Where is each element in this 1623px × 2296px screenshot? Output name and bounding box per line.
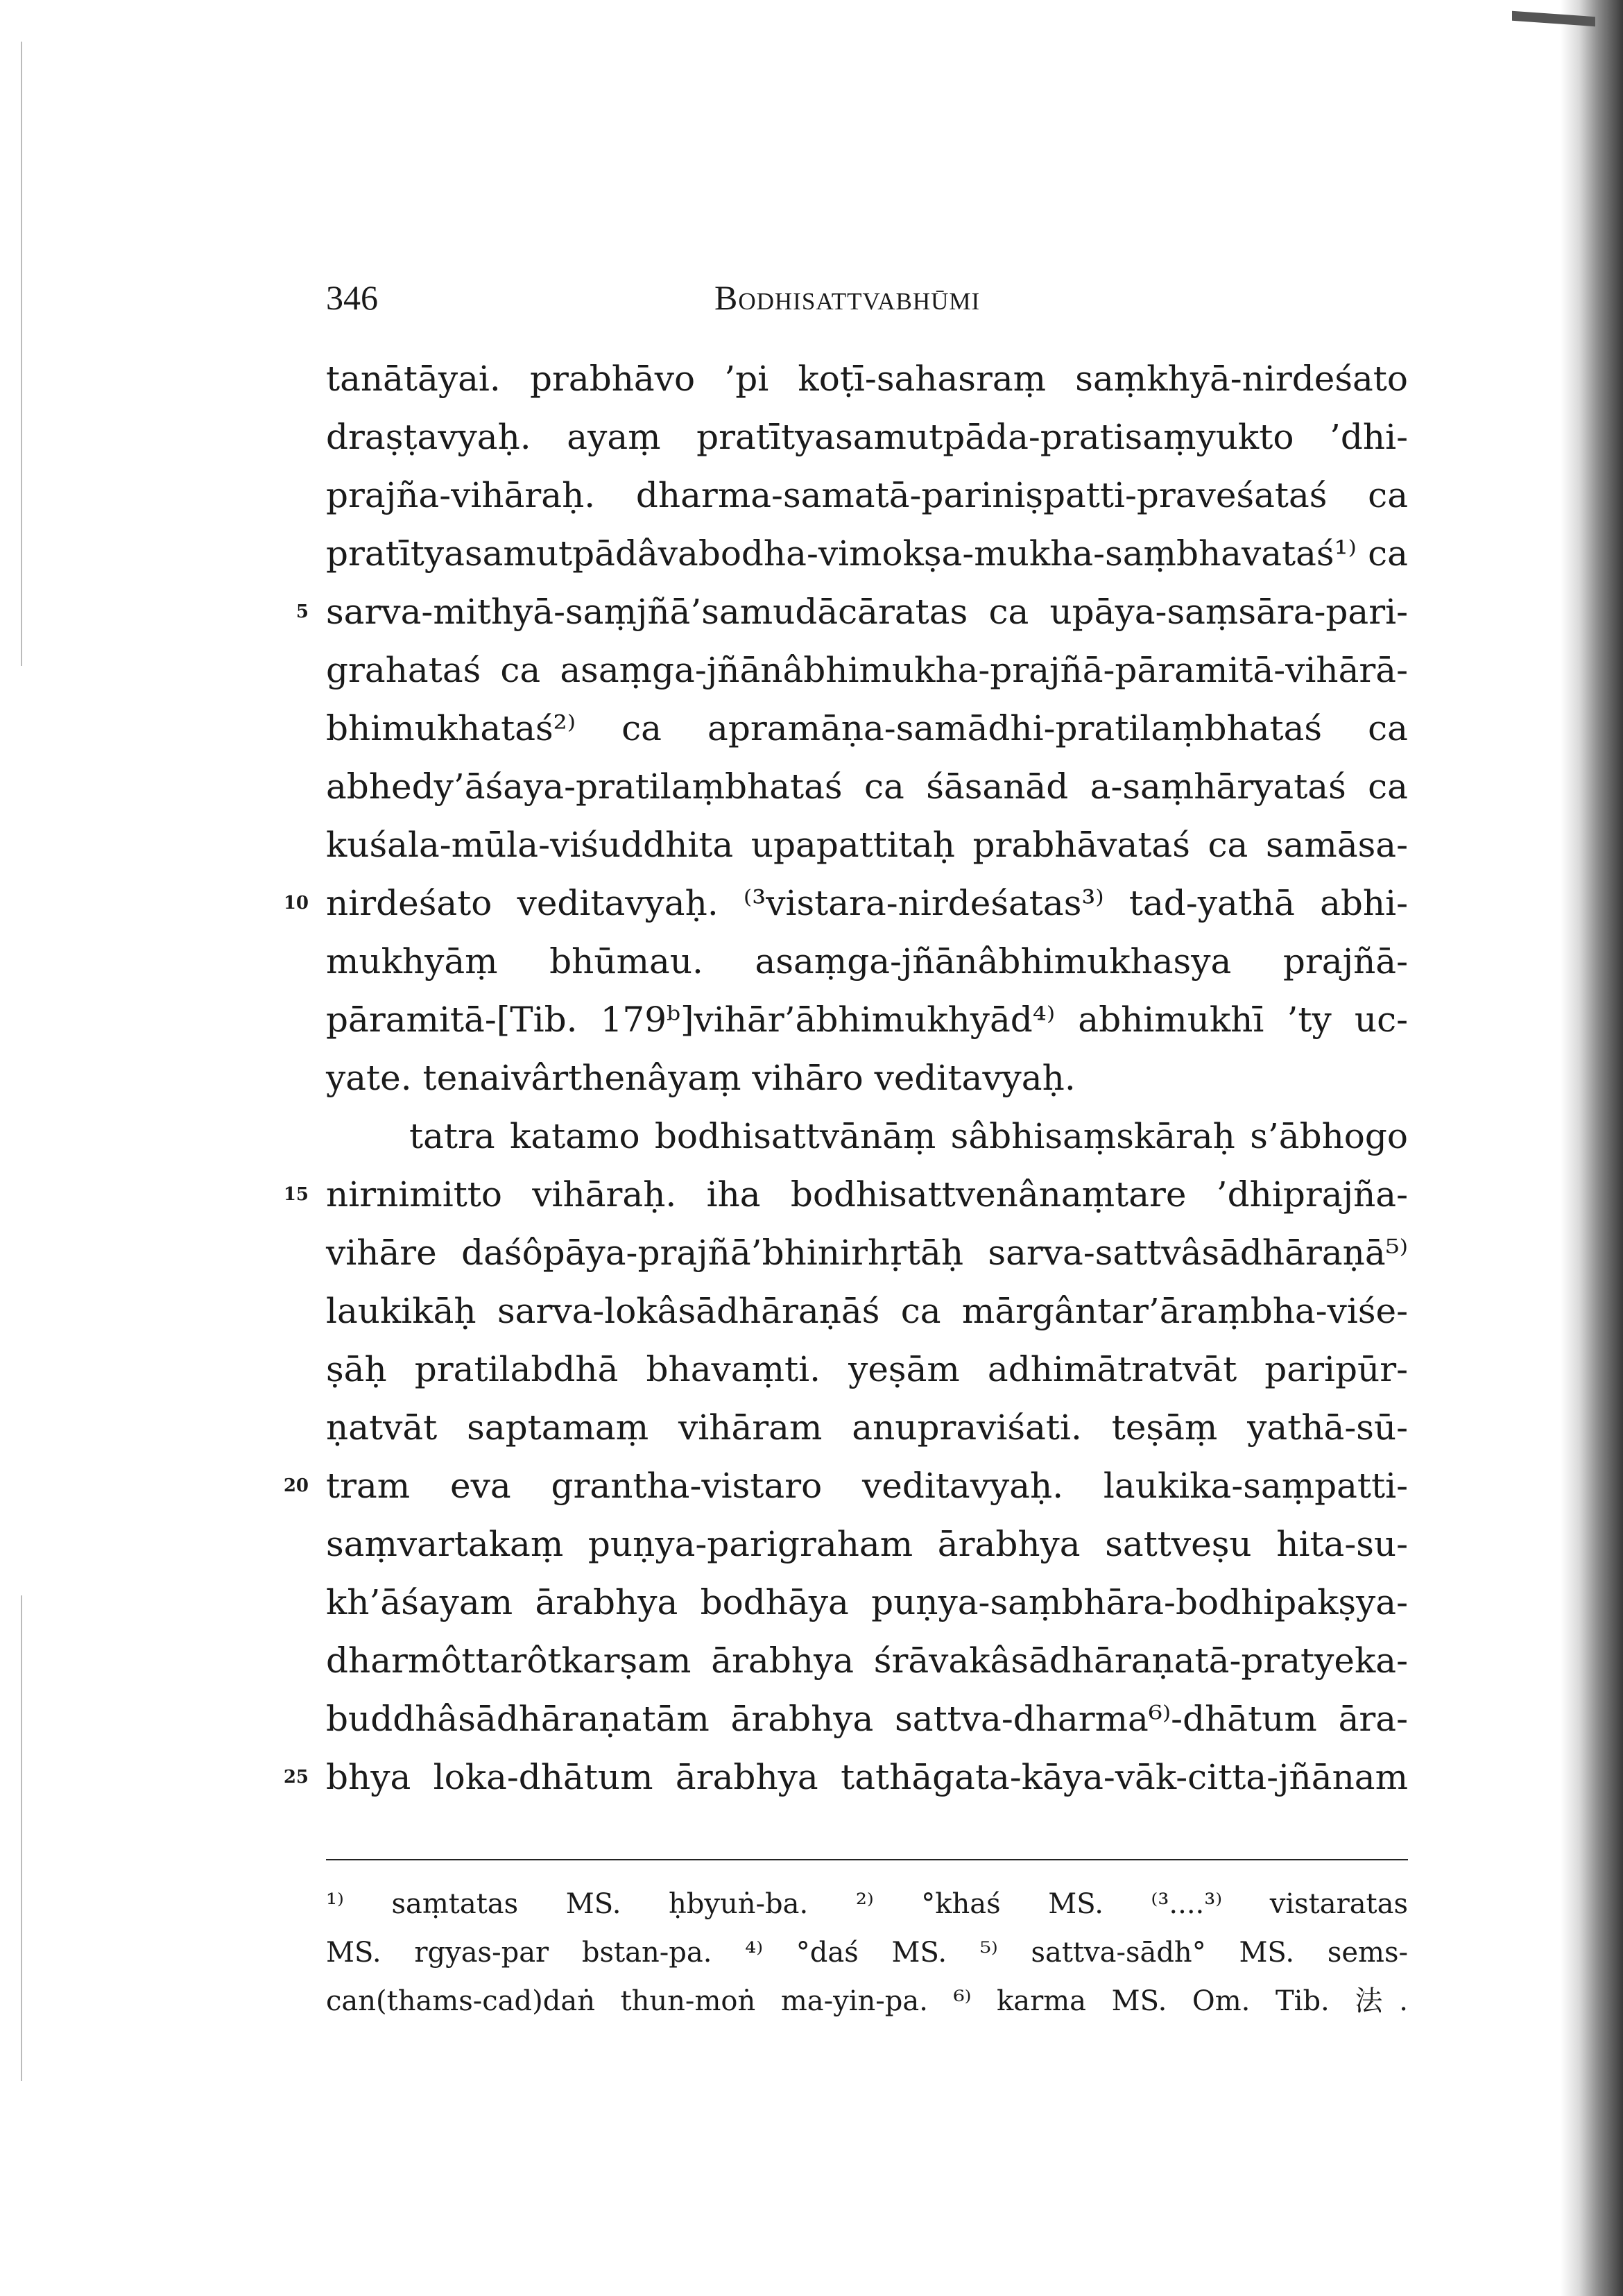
running-title [714,277,980,318]
text-line: grahataś ca asaṃga-jñānâbhimukha-prajñā-pāramitā-vihārā- [326,650,1408,690]
text-line: tatra katamo bodhisattvānāṃ sâbhisaṃskāraḥ s’ābhogo [409,1116,1408,1156]
line-number: 5 [295,601,309,622]
text-line: kh’āśayam ārabhya bodhāya puṇya-saṃbhāra-bodhipakṣya- [326,1582,1408,1622]
text-line: buddhâsādhāraṇatām ārabhya sattva-dharma⁶⁾-dhātum āra- [326,1699,1408,1739]
text-line: nirnimitto vihāraḥ. iha bodhisattvenânaṃtare ’dhiprajña- [326,1174,1408,1215]
page-number: 346 [326,278,378,317]
line-number: 25 [283,1767,309,1788]
line-number: 20 [283,1475,309,1496]
text-line: saṃvartakaṃ puṇya-parigraham ārabhya sattveṣu hita-su- [326,1524,1408,1564]
text-line: pratītyasamutpādâvabodha-vimokṣa-mukha-saṃbhavataś¹⁾ ca [326,533,1408,574]
footnote-line: ¹⁾ saṃtatas MS. ḥbyuṅ-ba. ²⁾ °khaś MS. ⁽³....³⁾ vistaratas [326,1888,1408,1920]
footnote-rule [326,1859,1408,1860]
text-line: mukhyāṃ bhūmau. asaṃga-jñānâbhimukhasya prajñā- [326,941,1408,982]
text-line: vihāre daśôpāya-prajñā’bhinirhṛtāḥ sarva-sattvâsādhāraṇā⁵⁾ [326,1233,1408,1273]
running-title-text: Bodhisattvabhūmi [714,278,981,317]
text-line: tram eva grantha-vistaro veditavyaḥ. laukika-saṃpatti- [326,1466,1408,1506]
text-line: bhimukhataś²⁾ ca apramāṇa-samādhi-pratilaṃbhataś ca [326,708,1408,748]
text-line: dharmôttarôtkarṣam ārabhya śrāvakâsādhāraṇatā-pratyeka- [326,1640,1408,1681]
scan-left-margin-mark [21,1595,22,2081]
scan-left-margin-mark [21,42,22,666]
text-line: draṣṭavyaḥ. ayaṃ pratītyasamutpāda-pratisaṃyukto ’dhi- [326,417,1408,457]
text-line: pāramitā-[Tib. 179ᵇ]vihār’ābhimukhyād⁴⁾ abhimukhī ’ty uc- [326,1000,1408,1040]
text-line: nirdeśato veditavyaḥ. ⁽³vistara-nirdeśatas³⁾ tad-yathā abhi- [326,883,1408,923]
footnote-line: MS. rgyas-par bstan-pa. ⁴⁾ °daś MS. ⁵⁾ sattva-sādh° MS. sems- [326,1937,1408,1969]
text-line: bhya loka-dhātum ārabhya tathāgata-kāya-vāk-citta-jñānam [326,1757,1408,1797]
line-number: 15 [283,1184,309,1205]
text-line: tanātāyai. prabhāvo ’pi koṭī-sahasraṃ saṃkhyā-nirdeśato [326,359,1408,399]
text-line: ṇatvāt saptamaṃ vihāram anupraviśati. teṣāṃ yathā-sū- [326,1407,1408,1448]
footnote-line: can(thams-cad)daṅ thun-moṅ ma-yin-pa. ⁶⁾ karma MS. Om. Tib. 法. [326,1985,1408,2017]
scan-page-edge [1561,0,1623,2296]
text-line: sarva-mithyā-saṃjñā’samudācāratas ca upāya-saṃsāra-pari- [326,592,1408,632]
text-line: prajña-vihāraḥ. dharma-samatā-pariniṣpatti-praveśataś ca [326,475,1408,515]
text-line: kuśala-mūla-viśuddhita upapattitaḥ prabhāvataś ca samāsa- [326,825,1408,865]
text-line: yate. tenaivârthenâyaṃ vihāro veditavyaḥ. [326,1058,1076,1098]
line-number: 10 [283,893,309,914]
text-line: ṣāḥ pratilabdhā bhavaṃti. yeṣām adhimātratvāt paripūr- [326,1349,1408,1389]
text-line: laukikāḥ sarva-lokâsādhāraṇāś ca mārgântar’āraṃbha-viśe- [326,1291,1408,1331]
text-line: abhedy’āśaya-pratilaṃbhataś ca śāsanād a-saṃhāryataś ca [326,766,1408,807]
page-header [326,277,1408,326]
